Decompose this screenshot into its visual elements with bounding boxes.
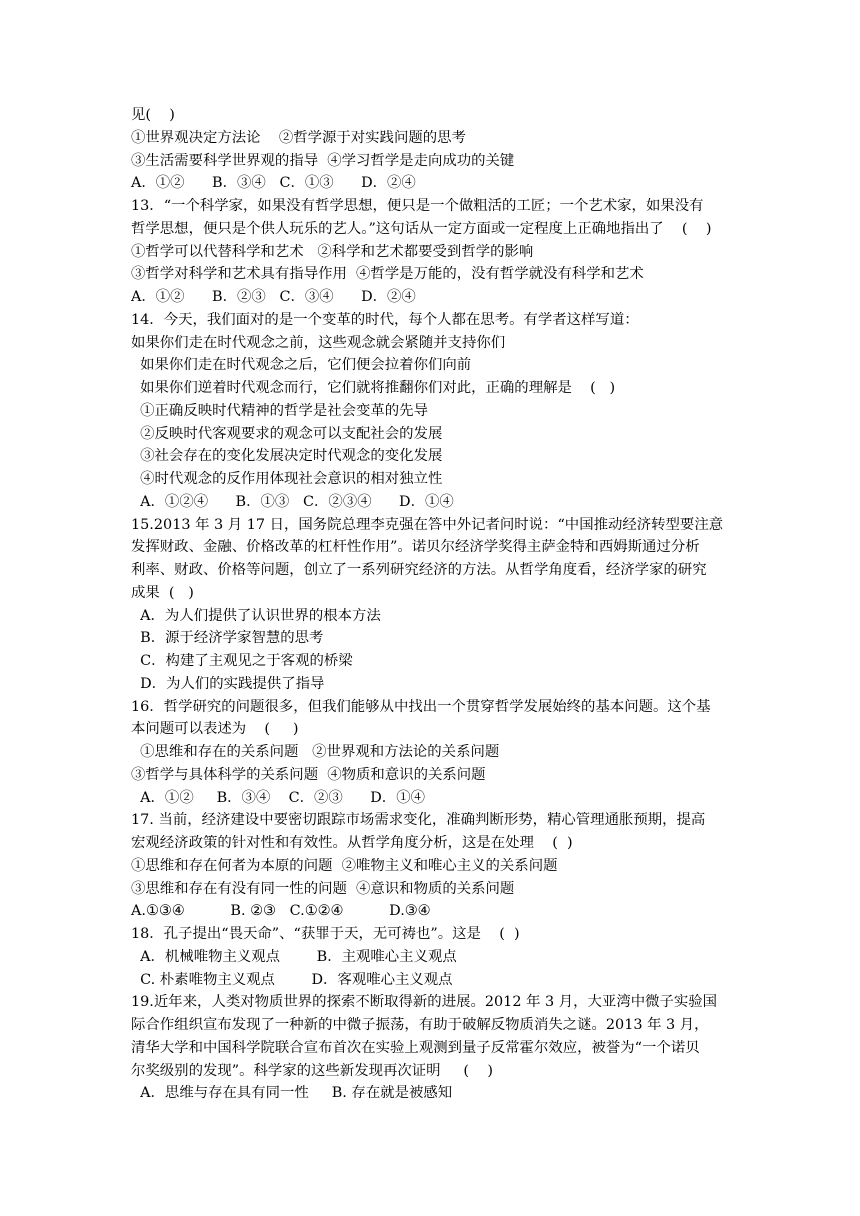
text-line: 如果你们走在时代观念之后，它们便会拉着你们向前 — [131, 357, 472, 374]
text-line: 13．“一个科学家，如果没有哲学思想，便只是一个做粗活的工匠；一个艺术家，如果没有 — [131, 198, 704, 214]
text-line: ③思维和存在有没有同一性的问题 ④意识和物质的关系问题 — [131, 880, 515, 897]
text-line: C．构建了主观见之于客观的桥梁 — [131, 653, 353, 669]
text-line: 17. 当前，经济建设中要密切跟踪市场需求变化，准确判断形势，精心管理通胀预期，提高 — [131, 812, 706, 829]
text-line: ③哲学与具体科学的关系问题 ④物质和意识的关系问题 — [131, 766, 486, 783]
text-line: A．①② B．③④ C．②③ D．①④ — [131, 789, 425, 806]
text-line: 哲学思想，便只是个供人玩乐的艺人。”这句话从一定方面或一定程度上正确地指出了 ( ) — [131, 220, 712, 237]
text-line: 见( ) — [131, 107, 175, 123]
text-line: A.①③④ B. ②③ C.①②④ D.③④ — [131, 903, 431, 920]
text-line: 发挥财政、金融、价格改革的杠杆性作用”。诺贝尔经济学奖得主萨金特和西姆斯通过分析 — [131, 539, 700, 556]
text-line: A．①② B．③④ C．①③ D．②④ — [131, 175, 416, 192]
text-line: 19.近年来，人类对物质世界的探索不断取得新的进展。2012 年 3 月，大亚湾中微子实验国 — [131, 994, 718, 1011]
text-line: A．①② B．②③ C．③④ D．②④ — [131, 289, 416, 305]
text-line: ①正确反映时代精神的哲学是社会变革的先导 — [131, 402, 428, 419]
text-line: 清华大学和中国科学院联合宣布首次在实验上观测到量子反常霍尔效应，被誉为“一个诺贝 — [131, 1039, 700, 1056]
text-line: 15.2013 年 3 月 17 日，国务院总理李克强在答中外记者问时说：“中国推动经济转型要注意 — [131, 516, 724, 533]
text-line: 利率、财政、价格等问题，创立了一系列研究经济的方法。从哲学角度看，经济学家的研究 — [131, 562, 707, 578]
text-line: ②反映时代客观要求的观念可以支配社会的发展 — [131, 425, 443, 442]
text-line: 本问题可以表述为 ( ) — [131, 721, 299, 738]
text-line: ①思维和存在何者为本原的问题 ②唯物主义和唯心主义的关系问题 — [131, 857, 558, 874]
text-line: A．机械唯物主义观点 B．主观唯心主义观点 — [131, 948, 457, 965]
text-line: A．①②④ B．①③ C．②③④ D．①④ — [131, 493, 454, 510]
text-line: 宏观经济政策的针对性和有效性。从哲学角度分析，这是在处理 ( ) — [131, 835, 573, 851]
text-line: ①思维和存在的关系问题 ②世界观和方法论的关系问题 — [131, 744, 500, 760]
text-line: 际合作组织宣布发现了一种新的中微子振荡，有助于破解反物质消失之谜。2013 年 3 月， — [131, 1017, 709, 1033]
text-line: B．源于经济学家智慧的思考 — [131, 630, 324, 647]
text-line: ①世界观决定方法论 ②哲学源于对实践问题的思考 — [131, 129, 466, 146]
text-line: A．为人们提供了认识世界的根本方法 — [131, 607, 381, 624]
text-line: 14．今天，我们面对的是一个变革的时代，每个人都在思考。有学者这样写道： — [131, 311, 639, 328]
text-line: ①哲学可以代替科学和艺术 ②科学和艺术都要受到哲学的影响 — [131, 243, 534, 260]
text-line: 尔奖级别的发现”。科学家的这些新发现再次证明 ( ) — [131, 1062, 493, 1079]
document-body — [131, 104, 741, 1105]
text-line: 如果你们逆着时代观念而行，它们就将推翻你们对此，正确的理解是 ( ) — [131, 380, 616, 396]
text-line: ③社会存在的变化发展决定时代观念的变化发展 — [131, 448, 443, 465]
text-line: ③生活需要科学世界观的指导 ④学习哲学是走向成功的关键 — [131, 152, 515, 169]
text-line: 18．孔子提出“畏天命”、“获罪于天，无可祷也”。这是 ( ) — [131, 926, 520, 942]
text-line: 16．哲学研究的问题很多，但我们能够从中找出一个贯穿哲学发展始终的基本问题。这个基 — [131, 698, 711, 715]
text-line: ③哲学对科学和艺术具有指导作用 ④哲学是万能的，没有哲学就没有科学和艺术 — [131, 266, 644, 283]
text-line: ④时代观念的反作用体现社会意识的相对独立性 — [131, 471, 443, 487]
text-line: D．为人们的实践提供了指导 — [131, 675, 325, 692]
text-line: 成果 ( ) — [131, 584, 194, 601]
text-line: A．思维与存在具有同一性 B. 存在就是被感知 — [131, 1085, 453, 1102]
text-line: 如果你们走在时代观念之前，这些观念就会紧随并支持你们 — [131, 334, 506, 351]
text-line: C. 朴素唯物主义观点 D．客观唯心主义观点 — [131, 971, 453, 988]
